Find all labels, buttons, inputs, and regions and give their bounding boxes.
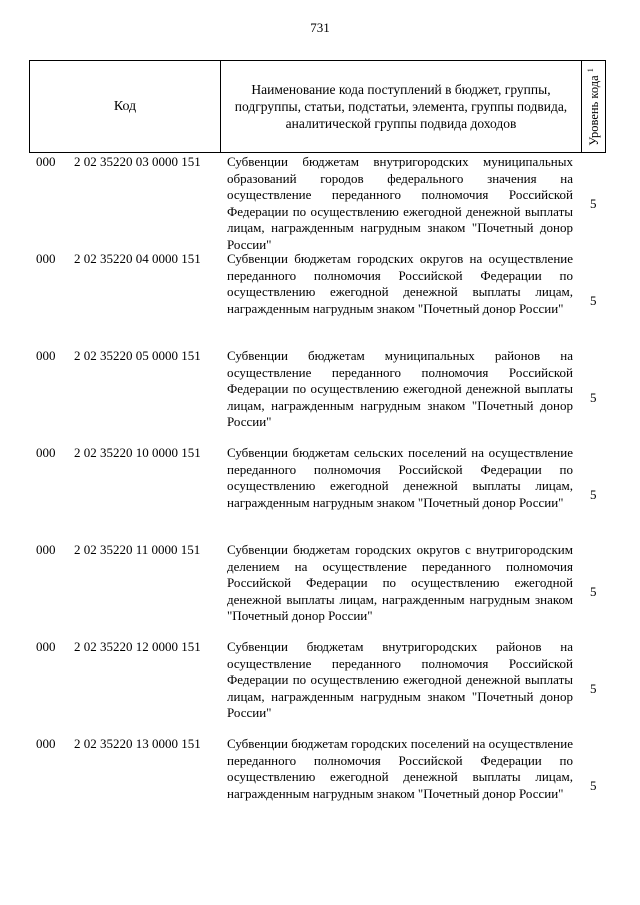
row-code: 2 02 35220 11 0000 151	[74, 542, 201, 557]
row-code: 2 02 35220 04 0000 151	[74, 251, 201, 266]
table-body	[36, 154, 606, 833]
row-code: 2 02 35220 03 0000 151	[74, 154, 201, 169]
table-row	[36, 736, 606, 833]
table-row	[36, 445, 606, 542]
row-prefix: 000	[36, 445, 56, 460]
row-prefix: 000	[36, 154, 56, 169]
row-prefix: 000	[36, 251, 56, 266]
row-description: Субвенции бюджетам внутригородских районов на осуществление переданного полномочия Российской Федерации по осуществлению ежегодной денежной выплаты лицам, награжденным нагрудным знаком "Почетный донор России"	[227, 639, 573, 720]
row-level: 5	[590, 681, 597, 696]
header-level-label	[586, 68, 602, 146]
row-description: Субвенции бюджетам городских округов с внутригородским делением на осуществление переданного полномочия Российской Федерации по осуществлению ежегодной денежной выплаты лицам, награжденным нагрудным знаком "Почетный донор России"	[227, 542, 573, 623]
header-name: Наименование кода поступлений в бюджет, группы, подгруппы, статьи, подстатьи, элемента, группы подвида, аналитической группы подвида доходов	[221, 61, 582, 152]
table-row	[36, 639, 606, 736]
row-description: Субвенции бюджетам муниципальных районов на осуществление переданного полномочия Российской Федерации по осуществлению ежегодной денежной выплаты лицам, награжденным нагрудным знаком "Почетный донор России"	[227, 348, 573, 429]
header-level-text: Уровень кода	[587, 74, 602, 146]
page-number: 731	[310, 20, 330, 35]
row-prefix: 000	[36, 639, 56, 654]
row-description: Субвенции бюджетам городских округов на осуществление переданного полномочия Российской Федерации по осуществлению ежегодной денежной выплаты лицам, награжденным нагрудным знаком "Почетный донор России"	[227, 251, 573, 316]
row-level: 5	[590, 487, 597, 502]
row-level: 5	[590, 196, 597, 211]
row-description: Субвенции бюджетам внутригородских муниципальных образований городов федерального значения на осуществление переданного полномочия Российской Федерации по осуществлению ежегодной денежной выплаты лицам, награжденным нагрудным знаком "Почетный донор России"	[227, 154, 573, 252]
table-row	[36, 154, 606, 251]
row-level: 5	[590, 293, 597, 308]
header-level-footnote: 1	[585, 67, 595, 72]
row-description: Субвенции бюджетам сельских поселений на осуществление переданного полномочия Российской Федерации по осуществлению ежегодной денежной выплаты лицам, награжденным нагрудным знаком "Почетный донор России"	[227, 445, 573, 510]
row-level: 5	[590, 584, 597, 599]
row-prefix: 000	[36, 542, 56, 557]
table-row	[36, 251, 606, 348]
row-description: Субвенции бюджетам городских поселений на осуществление переданного полномочия Российской Федерации по осуществлению ежегодной денежной выплаты лицам, награжденным нагрудным знаком "Почетный донор России"	[227, 736, 573, 801]
table-header	[29, 60, 606, 153]
row-level: 5	[590, 778, 597, 793]
header-code: Код	[30, 61, 221, 152]
row-code: 2 02 35220 12 0000 151	[74, 639, 201, 654]
row-code: 2 02 35220 13 0000 151	[74, 736, 201, 751]
row-prefix: 000	[36, 348, 56, 363]
header-level	[583, 61, 605, 152]
row-code: 2 02 35220 05 0000 151	[74, 348, 201, 363]
table-row	[36, 542, 606, 639]
table-row	[36, 348, 606, 445]
row-level: 5	[590, 390, 597, 405]
row-prefix: 000	[36, 736, 56, 751]
row-code: 2 02 35220 10 0000 151	[74, 445, 201, 460]
